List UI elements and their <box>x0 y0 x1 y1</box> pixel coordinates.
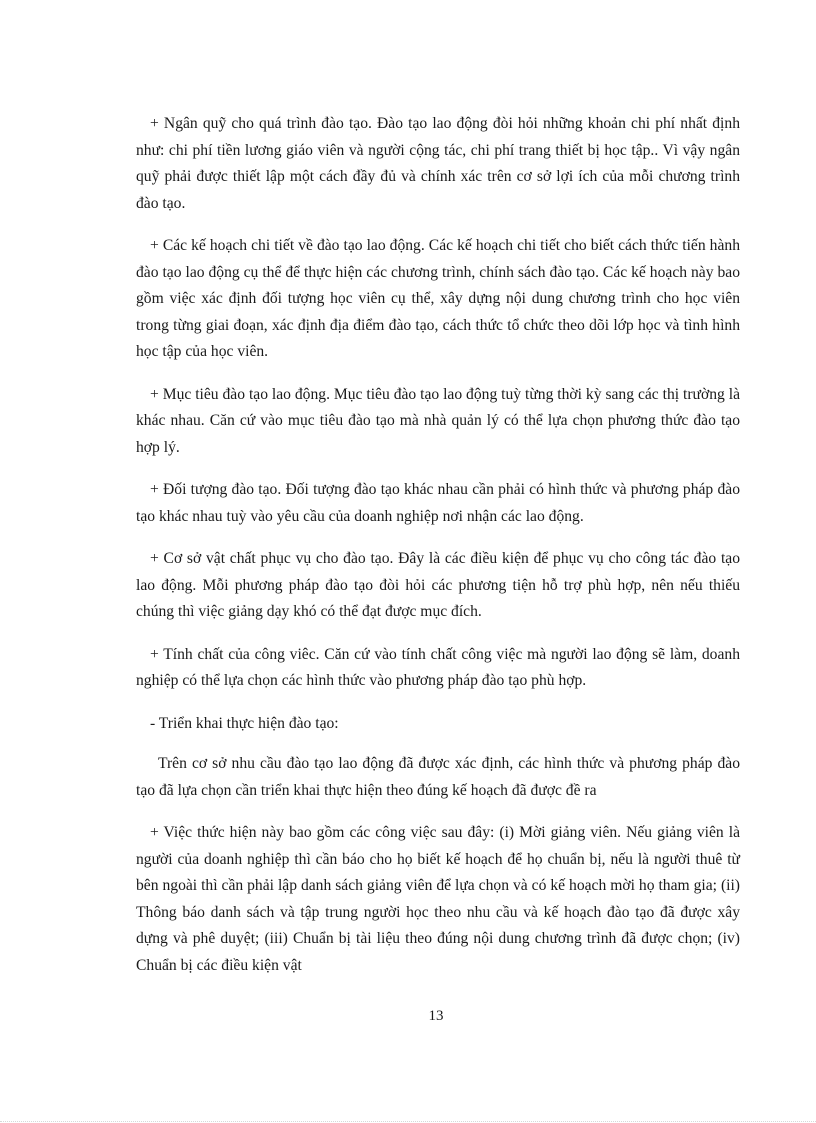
page-body <box>136 111 740 995</box>
paragraph-job-nature: + Tính chất của công viêc. Căn cứ vào tính chất công việc mà người lao động sẽ làm, doanh nghiệp có thể lựa chọn các hình thức vào phương pháp đào tạo phù hợp. <box>136 645 740 689</box>
paragraph-implementation-basis: Trên cơ sở nhu cầu đào tạo lao động đã được xác định, các hình thức và phương pháp đào tạo đã lựa chọn cần triển khai thực hiện theo đúng kế hoạch đã được đề ra <box>136 755 740 799</box>
paragraph-budget: + Ngân quỹ cho quá trình đào tạo. Đào tạo lao động đòi hỏi những khoản chi phí nhất định như: chi phí tiền lương giáo viên và người cộng tác, chi phí trang thiết bị học tập.. Vì vậy ngân quỹ phải được thiết lập một cách đầy đủ và chính xác trên cơ sở lợi ích của mỗi chương trình đào tạo. <box>136 115 740 212</box>
page-number: 13 <box>428 1008 444 1024</box>
paragraph-training-objectives: + Mục tiêu đào tạo lao động. Mục tiêu đào tạo lao động tuỳ từng thời kỳ sang các thị trường là khác nhau. Căn cứ vào mục tiêu đào tạo mà nhà quản lý có thể lựa chọn phương thức đào tạo hợp lý. <box>136 385 740 456</box>
paragraph-facilities: + Cơ sở vật chất phục vụ cho đào tạo. Đây là các điều kiện để phục vụ cho công tác đào tạo lao động. Mỗi phương pháp đào tạo đòi hỏi các phương tiện hỗ trợ phù hợp, nên nếu thiếu chúng thì việc giảng dạy khó có thể đạt được mục đích. <box>136 550 740 620</box>
section-heading-implementation: - Triển khai thực hiện đào tạo: <box>150 714 339 732</box>
paragraph-implementation-tasks: + Việc thức hiện này bao gồm các công việc sau đây: (i) Mời giảng viên. Nếu giảng viên là người của doanh nghiệp thì cần báo cho họ biết kế hoạch để họ chuẩn bị, nếu là người thuê từ bên ngoài thì cần phải lập danh sách giảng viên để lựa chọn và có kế hoạch mời họ tham gia; (ii) Thông báo danh sách và tập trung người học theo nhu cầu và kế hoạch đào tạo đã được xây dựng và phê duyệt; (iii) Chuẩn bị tài liệu theo đúng nội dung chương trình đã được chọn; (iv) Chuẩn bị các điều kiện vật <box>136 824 740 974</box>
paragraph-detailed-plans: + Các kế hoạch chi tiết về đào tạo lao động. Các kế hoạch chi tiết cho biết cách thức tiến hành đào tạo lao động cụ thể để thực hiện các chương trình, chính sách đào tạo. Các kế hoạch này bao gồm việc xác định đối tượng học viên cụ thể, xây dựng nội dung chương trình cho học viên trong từng giai đoạn, xác định địa điểm đào tạo, cách thức tổ chức theo dõi lớp học và tình hình học tập của học viên. <box>136 237 740 360</box>
paragraph-training-subjects: + Đối tượng đào tạo. Đối tượng đào tạo khác nhau cần phải có hình thức và phương pháp đào tạo khác nhau tuỳ vào yêu cầu của doanh nghiệp nơi nhận các lao động. <box>136 481 740 525</box>
page-bottom-divider <box>0 1121 816 1122</box>
